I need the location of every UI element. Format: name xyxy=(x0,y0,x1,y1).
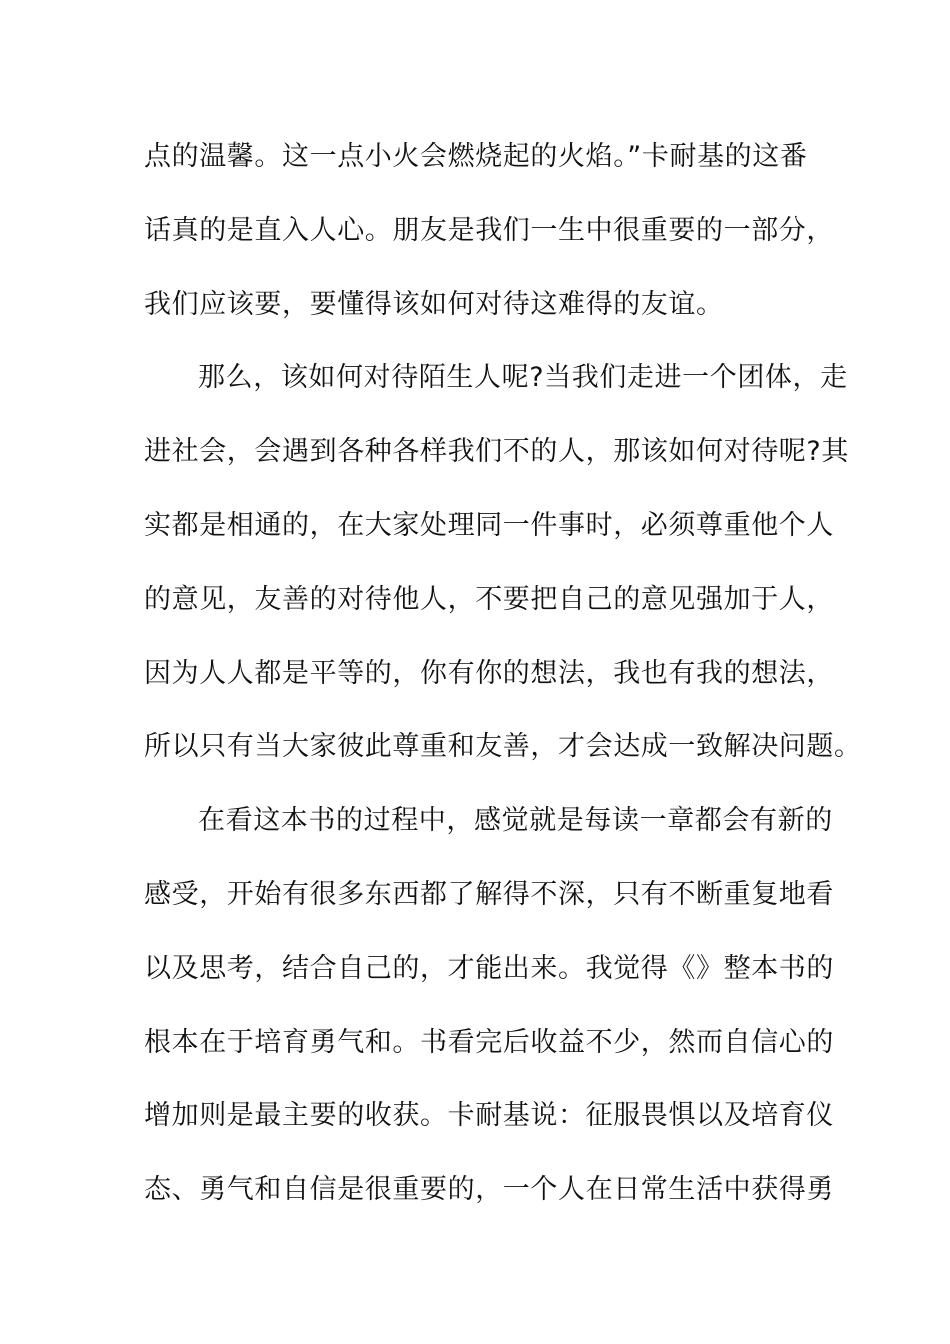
text-line: 感受，开始有很多东西都了解得不深，只有不断重复地看 xyxy=(144,878,834,910)
paragraph-first-line: 在看这本书的过程中，感觉就是每读一章都会有新的 xyxy=(198,805,833,837)
text-line: 实都是相通的，在大家处理同一件事时，必须尊重他个人 xyxy=(144,509,834,541)
text-line: 我们应该要，要懂得该如何对待这难得的友谊。 xyxy=(144,288,724,320)
text-line: 进社会，会遇到各种各样我们不的人，那该如何对待呢?其 xyxy=(144,436,849,468)
paragraph-first-line: 那么，该如何对待陌生人呢?当我们走进一个团体，走 xyxy=(198,362,848,394)
body-text xyxy=(144,120,862,1227)
text-line: 增加则是最主要的收获。卡耐基说：征服畏惧以及培育仪 xyxy=(144,1100,834,1132)
text-line: 话真的是直入人心。朋友是我们一生中很重要的一部分， xyxy=(144,214,834,246)
text-line: 因为人人都是平等的，你有你的想法，我也有我的想法， xyxy=(144,657,834,689)
text-line: 点的温馨。这一点小火会燃烧起的火焰。”卡耐基的这番 xyxy=(144,141,808,172)
text-line: 的意见，友善的对待他人，不要把自己的意见强加于人， xyxy=(144,583,834,615)
text-line: 所以只有当大家彼此尊重和友善，才会达成一致解决问题。 xyxy=(144,731,862,763)
text-line: 根本在于培育勇气和。书看完后收益不少，然而自信心的 xyxy=(144,1026,834,1058)
text-line: 以及思考，结合自己的，才能出来。我觉得《》整本书的 xyxy=(144,952,834,984)
text-line: 态、勇气和自信是很重要的，一个人在日常生活中获得勇 xyxy=(144,1174,834,1206)
